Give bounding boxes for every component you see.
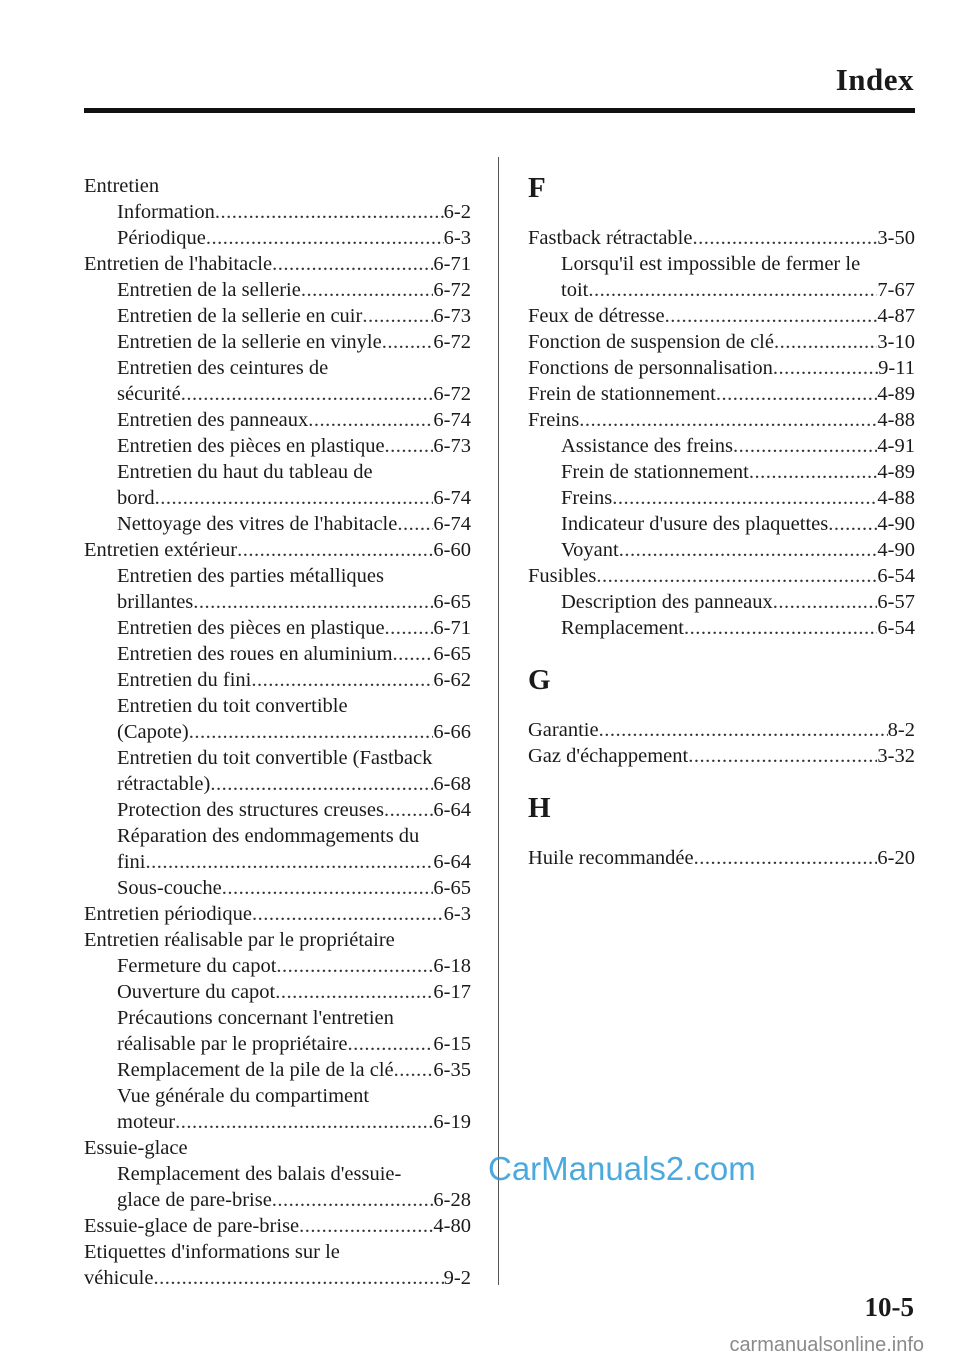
header-rule [84, 108, 915, 113]
index-entry-heading: Entretien réalisable par le propriétaire [84, 929, 395, 951]
entry-label: Frein de stationnement [561, 461, 749, 483]
entry-page-ref: 6-65 [433, 877, 471, 899]
dot-leader [397, 511, 433, 537]
entry-label: bord [117, 487, 155, 509]
index-entry [84, 485, 471, 511]
dot-leader [382, 329, 434, 355]
dot-leader [272, 1187, 434, 1213]
entry-page-ref: 6-19 [433, 1111, 471, 1133]
entry-label: glace de pare-brise [117, 1189, 272, 1211]
index-entry [84, 1213, 471, 1239]
dot-leader [596, 563, 877, 589]
dot-leader [237, 537, 433, 563]
dot-leader [692, 225, 877, 251]
dot-leader [694, 845, 878, 871]
entry-label: Entretien des pièces en plastique [117, 617, 385, 639]
dot-leader [251, 667, 433, 693]
entry-page-ref: 6-72 [433, 331, 471, 353]
entry-page-ref: 6-68 [433, 773, 471, 795]
entry-page-ref: 6-64 [433, 799, 471, 821]
entry-page-ref: 6-54 [877, 565, 915, 587]
entry-page-ref: 6-54 [877, 617, 915, 639]
index-entry [84, 667, 471, 693]
index-column-left [84, 173, 471, 1291]
dot-leader [348, 1031, 434, 1057]
dot-leader [384, 797, 433, 823]
entry-page-ref: 4-87 [877, 305, 915, 327]
index-entry [84, 407, 471, 433]
entry-page-ref: 6-18 [433, 955, 471, 977]
index-entry [528, 329, 915, 355]
entry-page-ref: 6-71 [433, 253, 471, 275]
index-entry-heading: Entretien du toit convertible (Fastback [117, 747, 433, 769]
entry-label: Feux de détresse [528, 305, 665, 327]
entry-page-ref: 4-90 [877, 513, 915, 535]
index-entry [528, 459, 915, 485]
index-entry [528, 485, 915, 511]
index-entry [84, 901, 471, 927]
watermark-text: CarManuals2.com [488, 1150, 756, 1187]
dot-leader [299, 1213, 433, 1239]
index-entry [528, 743, 915, 769]
dot-leader [385, 433, 434, 459]
entry-label: Huile recommandée [528, 847, 694, 869]
entry-page-ref: 6-15 [433, 1033, 471, 1055]
dot-leader [275, 979, 433, 1005]
dot-leader [828, 511, 877, 537]
dot-leader [393, 641, 434, 667]
section-gap [528, 641, 915, 665]
dot-leader [716, 381, 878, 407]
index-entry [84, 329, 471, 355]
entry-label: Entretien des pièces en plastique [117, 435, 385, 457]
dot-leader [733, 433, 877, 459]
entry-label: Essuie-glace de pare-brise [84, 1215, 300, 1237]
index-entry [528, 355, 915, 381]
index-entry [84, 771, 471, 797]
dot-leader [665, 303, 878, 329]
entry-label: Entretien de la sellerie en vinyle [117, 331, 382, 353]
index-entry [528, 225, 915, 251]
index-entry [528, 615, 915, 641]
entry-page-ref: 8-2 [887, 719, 915, 741]
index-entry [528, 563, 915, 589]
dot-leader [774, 329, 877, 355]
section-letter: G [528, 664, 551, 696]
index-entry [84, 719, 471, 745]
footer-site-text: carmanualsonline.info [729, 1334, 924, 1356]
index-entry [84, 953, 471, 979]
dot-leader [619, 537, 878, 563]
entry-page-ref: 9-11 [878, 357, 915, 379]
index-entry [84, 1057, 471, 1083]
entry-label: Protection des structures creuses [117, 799, 384, 821]
index-entry [84, 537, 471, 563]
dot-leader [688, 743, 877, 769]
entry-label: Entretien extérieur [84, 539, 238, 561]
index-entry [528, 381, 915, 407]
index-entry-heading: Vue générale du compartiment [117, 1085, 370, 1107]
index-entry [528, 537, 915, 563]
index-entry [528, 511, 915, 537]
entry-page-ref: 3-10 [877, 331, 915, 353]
index-entry [84, 1031, 471, 1057]
dot-leader [153, 1265, 443, 1291]
dot-leader [252, 901, 444, 927]
index-entry [528, 277, 915, 303]
index-entry-heading: Etiquettes d'informations sur le [84, 1241, 340, 1263]
entry-label: Entretien périodique [84, 903, 252, 925]
index-entry [528, 717, 915, 743]
index-entry [528, 433, 915, 459]
dot-leader [579, 407, 877, 433]
dot-leader [222, 875, 434, 901]
entry-label: Périodique [117, 227, 206, 249]
index-entry-heading: Entretien du toit convertible [117, 695, 348, 717]
entry-label: Indicateur d'usure des plaquettes [561, 513, 829, 535]
index-entry [84, 1109, 471, 1135]
entry-page-ref: 6-72 [433, 383, 471, 405]
entry-label: Entretien des panneaux [117, 409, 309, 431]
page-title: Index [835, 62, 914, 97]
index-entry-heading: Remplacement des balais d'essuie- [117, 1163, 402, 1185]
index-entry [84, 979, 471, 1005]
dot-leader [155, 485, 434, 511]
entry-page-ref: 6-60 [433, 539, 471, 561]
index-entry [84, 251, 471, 277]
entry-page-ref: 6-74 [433, 487, 471, 509]
entry-label: véhicule [84, 1267, 154, 1289]
entry-page-ref: 6-28 [433, 1189, 471, 1211]
dot-leader [773, 355, 878, 381]
dot-leader [684, 615, 877, 641]
index-entry [84, 433, 471, 459]
index-entry [84, 381, 471, 407]
entry-label: Remplacement [561, 617, 684, 639]
entry-page-ref: 6-66 [433, 721, 471, 743]
page-number: 10-5 [864, 1292, 914, 1322]
entry-label: toit [561, 279, 589, 301]
dot-leader [394, 1057, 434, 1083]
entry-page-ref: 6-64 [433, 851, 471, 873]
index-column-right [528, 173, 915, 871]
dot-leader [175, 1109, 433, 1135]
entry-label: Fastback rétractable [528, 227, 693, 249]
entry-label: Freins [528, 409, 580, 431]
dot-leader [612, 485, 877, 511]
entry-page-ref: 4-88 [877, 409, 915, 431]
index-entry [84, 615, 471, 641]
entry-label: Entretien de l'habitacle [84, 253, 273, 275]
index-entry [528, 589, 915, 615]
index-entry-heading: Lorsqu'il est impossible de fermer le [561, 253, 861, 275]
entry-label: Freins [561, 487, 613, 509]
column-divider [498, 157, 499, 1285]
index-entry [84, 849, 471, 875]
entry-page-ref: 7-67 [877, 279, 915, 301]
index-entry [84, 589, 471, 615]
entry-label: réalisable par le propriétaire [117, 1033, 348, 1055]
entry-page-ref: 4-88 [877, 487, 915, 509]
entry-page-ref: 6-3 [443, 903, 471, 925]
entry-label: Sous-couche [117, 877, 222, 899]
index-entry-heading: Entretien des ceintures de [117, 357, 329, 379]
entry-label: Ouverture du capot [117, 981, 276, 1003]
entry-label: Voyant [561, 539, 619, 561]
entry-page-ref: 3-50 [877, 227, 915, 249]
index-entry [84, 225, 471, 251]
entry-label: Garantie [528, 719, 599, 741]
dot-leader [301, 277, 434, 303]
dot-leader [215, 199, 444, 225]
entry-page-ref: 6-20 [877, 847, 915, 869]
entry-page-ref: 6-62 [433, 669, 471, 691]
entry-page-ref: 6-74 [433, 513, 471, 535]
entry-label: Entretien de la sellerie en cuir [117, 305, 363, 327]
entry-page-ref: 4-91 [877, 435, 915, 457]
entry-label: Information [117, 201, 215, 223]
entry-label: Remplacement de la pile de la clé [117, 1059, 394, 1081]
index-entry [84, 797, 471, 823]
dot-leader [206, 225, 444, 251]
index-entry-heading: Entretien des parties métalliques [117, 565, 384, 587]
index-entry [528, 303, 915, 329]
entry-label: Entretien des roues en aluminium [117, 643, 393, 665]
entry-page-ref: 9-2 [443, 1267, 471, 1289]
index-entry [528, 845, 915, 871]
entry-page-ref: 6-57 [877, 591, 915, 613]
entry-page-ref: 4-89 [877, 461, 915, 483]
entry-label: Entretien du fini [117, 669, 252, 691]
index-entry [84, 1187, 471, 1213]
entry-label: sécurité [117, 383, 181, 405]
entry-page-ref: 4-89 [877, 383, 915, 405]
entry-page-ref: 4-80 [433, 1215, 471, 1237]
entry-label: Fermeture du capot [117, 955, 277, 977]
entry-label: moteur [117, 1111, 176, 1133]
entry-label: Description des panneaux [561, 591, 773, 613]
index-entry-heading: Entretien du haut du tableau de [117, 461, 373, 483]
dot-leader [588, 277, 877, 303]
dot-leader [181, 381, 434, 407]
dot-leader [272, 251, 433, 277]
entry-label: Fonction de suspension de clé [528, 331, 774, 353]
entry-page-ref: 6-35 [433, 1059, 471, 1081]
entry-label: rétractable) [117, 773, 211, 795]
entry-page-ref: 6-65 [433, 643, 471, 665]
entry-label: Gaz d'échappement [528, 745, 689, 767]
entry-page-ref: 3-32 [877, 745, 915, 767]
entry-page-ref: 4-90 [877, 539, 915, 561]
index-entry [84, 875, 471, 901]
dot-leader [210, 771, 433, 797]
entry-label: Frein de stationnement [528, 383, 716, 405]
entry-label: Assistance des freins [561, 435, 733, 457]
entry-label: Nettoyage des vitres de l'habitacle [117, 513, 398, 535]
dot-leader [773, 589, 878, 615]
entry-page-ref: 6-73 [433, 305, 471, 327]
entry-page-ref: 6-17 [433, 981, 471, 1003]
dot-leader [362, 303, 433, 329]
dot-leader [749, 459, 878, 485]
index-entry [84, 1265, 471, 1291]
entry-label: Fusibles [528, 565, 597, 587]
dot-leader [189, 719, 434, 745]
index-entry [84, 277, 471, 303]
index-entry [84, 303, 471, 329]
dot-leader [385, 615, 434, 641]
entry-page-ref: 6-71 [433, 617, 471, 639]
index-entry-heading: Précautions concernant l'entretien [117, 1007, 394, 1029]
index-entry [528, 407, 915, 433]
index-entry-heading: Réparation des endommagements du [117, 825, 420, 847]
dot-leader [193, 589, 433, 615]
index-entry-heading: Entretien [84, 175, 160, 197]
entry-label: brillantes [117, 591, 194, 613]
entry-page-ref: 6-65 [433, 591, 471, 613]
entry-page-ref: 6-2 [443, 201, 471, 223]
entry-label: (Capote) [117, 721, 189, 743]
section-gap [528, 769, 915, 793]
dot-leader [599, 717, 888, 743]
entry-label: Fonctions de personnalisation [528, 357, 773, 379]
entry-label: fini [117, 851, 146, 873]
section-letter: H [528, 792, 551, 824]
section-letter: F [528, 172, 546, 204]
entry-page-ref: 6-74 [433, 409, 471, 431]
dot-leader [308, 407, 433, 433]
index-entry [84, 641, 471, 667]
dot-leader [145, 849, 433, 875]
index-entry [84, 511, 471, 537]
index-entry-heading: Essuie-glace [84, 1137, 188, 1159]
entry-page-ref: 6-3 [443, 227, 471, 249]
index-entry [84, 199, 471, 225]
entry-label: Entretien de la sellerie [117, 279, 301, 301]
entry-page-ref: 6-72 [433, 279, 471, 301]
dot-leader [276, 953, 433, 979]
entry-page-ref: 6-73 [433, 435, 471, 457]
